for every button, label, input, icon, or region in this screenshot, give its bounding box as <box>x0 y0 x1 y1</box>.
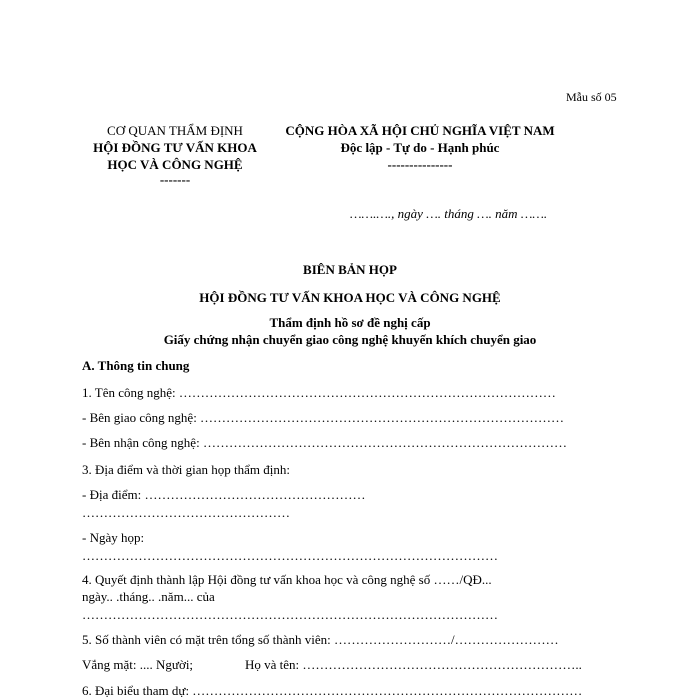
form-code: Mẫu số 05 <box>566 90 617 104</box>
field-decision: 4. Quyết định thành lập Hội đồng tư vấn khoa học và công nghệ số ……/QĐ... <box>82 572 492 587</box>
doc-title: BIÊN BẢN HỌP <box>303 262 397 277</box>
field-place: - Địa điểm: …………………………………………… <box>82 487 366 502</box>
field-transferee: - Bên nhận công nghệ: ………………………………………………………………………… <box>82 435 567 450</box>
field-decision-continued: …………………………………………………………………………………… <box>82 607 498 622</box>
national-motto-line-2: Độc lập - Tự do - Hạnh phúc <box>340 140 500 155</box>
subtitle-1: Thẩm định hồ sơ đề nghị cấp <box>269 315 431 330</box>
field-transferor: - Bên giao công nghệ: ………………………………………………………………………… <box>82 410 565 425</box>
field-meeting-date: - Ngày họp: <box>82 530 145 545</box>
field-place-continued: ………………………………………… <box>82 505 290 520</box>
subtitle-2: Giấy chứng nhận chuyển giao công nghệ khuyến khích chuyển giao <box>163 332 537 347</box>
national-motto-line-1: CỘNG HÒA XÃ HỘI CHỦ NGHĨA VIỆT NAM <box>285 123 555 138</box>
agency-line-2: HỘI ĐỒNG TƯ VẤN KHOA <box>93 140 257 155</box>
field-meeting-date-continued: …………………………………………………………………………………… <box>82 548 498 563</box>
agency-line-3: HỌC VÀ CÔNG NGHỆ <box>107 157 243 172</box>
field-decision-date: ngày.. .tháng.. .năm... của <box>82 589 215 604</box>
field-absent-names: Họ và tên: ……………………………………………………….. <box>245 657 582 672</box>
field-tech-name: 1. Tên công nghệ: …………………………………………………………………………… <box>82 385 556 400</box>
council-title: HỘI ĐỒNG TƯ VẤN KHOA HỌC VÀ CÔNG NGHỆ <box>199 290 501 305</box>
field-delegates: 6. Đại biểu tham dự: ……………………………………………………………………………… <box>82 683 583 698</box>
date-line: …….…., ngày …. tháng …. năm ……. <box>350 206 548 221</box>
section-a-heading: A. Thông tin chung <box>82 358 190 373</box>
field-place-time: 3. Địa điểm và thời gian họp thẩm định: <box>82 462 290 477</box>
national-divider: --------------- <box>387 157 453 172</box>
field-members: 5. Số thành viên có mặt trên tổng số thành viên: ………………………/…………………… <box>82 632 559 647</box>
national-header <box>270 122 570 173</box>
agency-divider: ------- <box>159 172 191 187</box>
field-absent-count: Vắng mặt: .... Người; <box>82 657 194 672</box>
agency-line-1: CƠ QUAN THẨM ĐỊNH <box>107 123 243 138</box>
agency-header <box>70 122 280 187</box>
